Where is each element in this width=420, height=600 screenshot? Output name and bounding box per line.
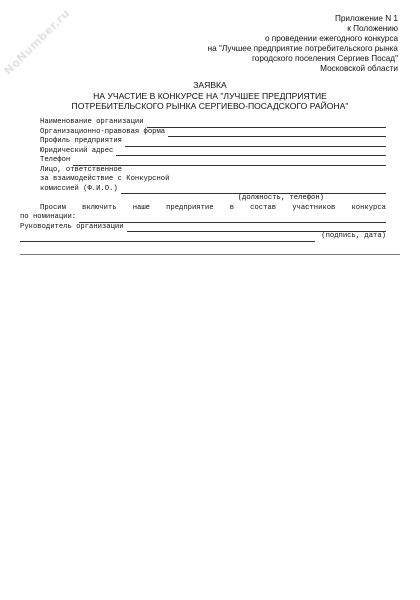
legal-form-label: Организационно-правовая форма bbox=[40, 127, 166, 136]
address-label: Юридический адрес bbox=[40, 146, 114, 155]
request-row bbox=[20, 204, 386, 214]
request-word: включить bbox=[82, 203, 117, 212]
address-row bbox=[20, 147, 386, 157]
request-word: участников bbox=[292, 203, 336, 212]
appendix-line: о проведении ежегодного конкурса bbox=[264, 34, 398, 43]
legal-form-field[interactable] bbox=[168, 129, 386, 137]
nomination-field[interactable] bbox=[79, 215, 386, 223]
profile-row bbox=[20, 137, 386, 147]
appendix-line: Приложение N 1 bbox=[334, 14, 398, 23]
head-row bbox=[20, 223, 386, 233]
phone-label: Телефон bbox=[40, 156, 71, 164]
signature-hint: (подпись, дата) bbox=[321, 232, 386, 240]
signature-field[interactable] bbox=[20, 234, 315, 242]
contact-row-2 bbox=[20, 175, 386, 185]
appendix-line: Московской области bbox=[320, 64, 398, 73]
document-heading bbox=[20, 80, 400, 112]
document-subtitle: НА УЧАСТИЕ В КОНКУРСЕ НА "ЛУЧШЕЕ ПРЕДПРИЯТИЕ bbox=[93, 90, 327, 101]
request-word: Просим bbox=[40, 203, 66, 212]
contact-label: за взаимодействие с Конкурсной bbox=[40, 175, 170, 183]
appendix-line: городского поселения Сергиев Посад" bbox=[251, 54, 398, 63]
document-subtitle: ПОТРЕБИТЕЛЬСКОГО РЫНКА СЕРГИЕВО-ПОСАДСКОГО РАЙОНА" bbox=[71, 101, 349, 111]
contact-label: Лицо, ответственное bbox=[40, 165, 122, 174]
request-word: предприятие bbox=[166, 203, 214, 212]
phone-field[interactable] bbox=[73, 158, 386, 166]
head-label: Руководитель организации bbox=[20, 222, 124, 231]
profile-field[interactable] bbox=[125, 139, 386, 147]
appendix-line: к Положению bbox=[347, 24, 398, 33]
document-title: ЗАЯВКА bbox=[193, 80, 227, 90]
appendix-line: на "Лучшее предприятие потребительского рынка bbox=[207, 44, 398, 53]
appendix-header bbox=[150, 14, 398, 74]
request-word: состав bbox=[250, 203, 277, 212]
application-form bbox=[20, 118, 386, 242]
signature-row bbox=[20, 232, 386, 242]
contact-person-field[interactable] bbox=[121, 186, 386, 194]
org-name-label: Наименование организации bbox=[40, 118, 144, 126]
bottom-divider bbox=[20, 254, 400, 255]
profile-label: Профиль предприятия bbox=[40, 137, 122, 145]
contact-row-1 bbox=[20, 166, 386, 176]
head-field[interactable] bbox=[127, 224, 386, 232]
contact-hint-row bbox=[20, 194, 386, 204]
contact-hint: (должность, телефон) bbox=[237, 194, 324, 202]
contact-row-3 bbox=[20, 185, 386, 195]
watermark: NoNumber.ru bbox=[1, 6, 73, 78]
address-field[interactable] bbox=[116, 148, 386, 156]
nomination-label: по номинации: bbox=[20, 213, 77, 221]
contact-label: комиссией (Ф.И.О.) bbox=[40, 184, 118, 193]
request-word: конкурса bbox=[351, 203, 386, 212]
nomination-row bbox=[20, 213, 386, 223]
legal-form-row bbox=[20, 128, 386, 138]
request-word: наше bbox=[132, 203, 150, 212]
org-name-field[interactable] bbox=[147, 120, 386, 128]
org-name-row bbox=[20, 118, 386, 128]
request-word: в bbox=[229, 203, 235, 212]
phone-row bbox=[20, 156, 386, 166]
